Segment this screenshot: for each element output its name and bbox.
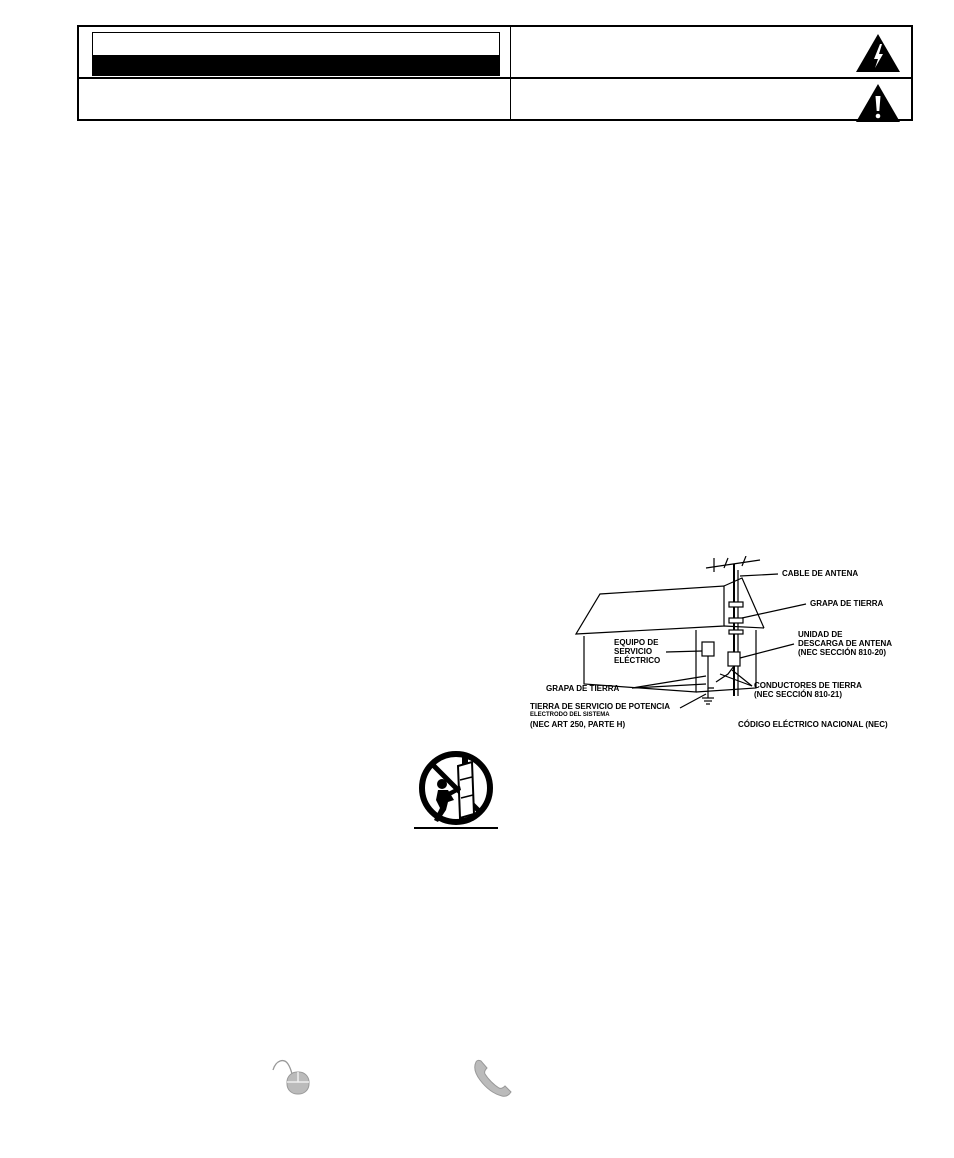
label-discharge-unit: UNIDAD DE DESCARGA DE ANTENA (NEC SECCIÓN 810-20) <box>798 630 893 657</box>
label-nec-article: (NEC ART 250, PARTE H) <box>530 720 626 729</box>
warning-table <box>77 25 913 121</box>
label-ground-clamp-top: GRAPA DE TIERRA <box>810 599 884 608</box>
warning-row-caution <box>79 79 911 121</box>
label-grounding-conductors: CONDUCTORES DE TIERRA (NEC SECCIÓN 810-21) <box>754 681 862 699</box>
mouse-icon <box>270 1056 314 1096</box>
warning-row-shock <box>79 27 911 79</box>
no-cart-tipping-icon <box>414 750 498 834</box>
caution-label-box <box>92 32 500 76</box>
lightning-triangle-icon <box>855 33 901 73</box>
caution-label-band <box>93 55 499 75</box>
label-electrode-system: ELECTRODO DEL SISTEMA <box>530 712 610 718</box>
phone-icon <box>472 1058 514 1098</box>
label-ground-clamp-bottom: GRAPA DE TIERRA <box>546 684 620 693</box>
label-service-equipment: EQUIPO DE SERVICIO ELÉCTRICO <box>614 638 661 665</box>
label-antenna-cable: CABLE DE ANTENA <box>782 569 859 578</box>
antenna-grounding-diagram <box>528 556 904 742</box>
label-nec-code: CÓDIGO ELÉCTRICO NACIONAL (NEC) <box>738 720 888 729</box>
label-power-ground: TIERRA DE SERVICIO DE POTENCIA <box>530 702 671 711</box>
exclamation-triangle-icon <box>855 83 901 123</box>
